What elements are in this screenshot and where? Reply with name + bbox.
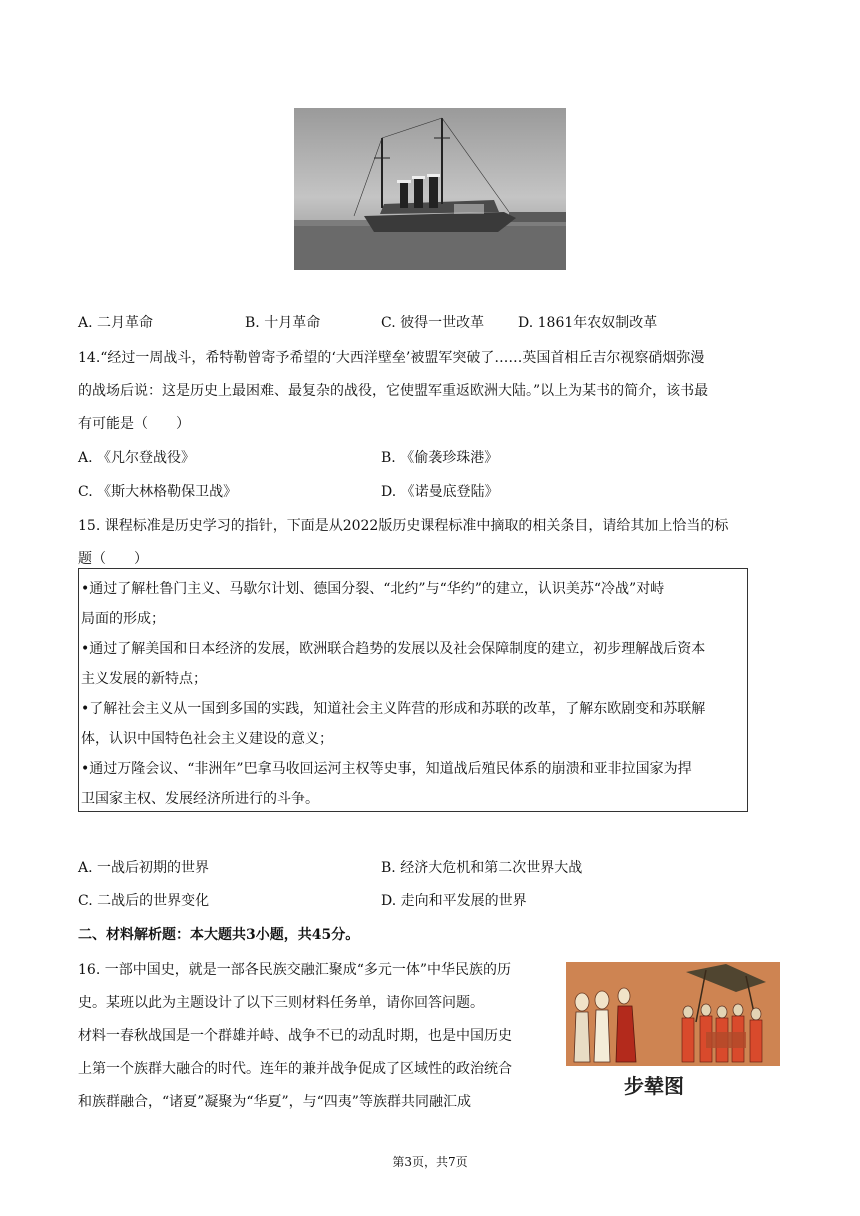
section-title: 二、材料解析题：本大题共3小题，共45分。 (78, 927, 360, 943)
q15-option-c: C. 二战后的世界变化 (78, 893, 210, 909)
q14-option-c: C. 《斯大林格勒保卫战》 (78, 484, 238, 500)
q16-line: 和族群融合，“诸夏”凝聚为“华夏”，与“四夷”等族群共同融汇成 (78, 1094, 471, 1110)
painting-caption: 步辇图 (624, 1074, 684, 1098)
q16-line: 史。某班以此为主题设计了以下三则材料任务单，请你回答问题。 (78, 995, 484, 1011)
q13-option-b: B. 十月革命 (245, 315, 321, 331)
curriculum-standards-box (78, 568, 748, 812)
box-line: •了解社会主义从一国到多国的实践，知道社会主义阵营的形成和苏联的改革，了解东欧剧变和苏联解 (81, 701, 706, 717)
q14-option-d: D. 《诺曼底登陆》 (381, 484, 499, 500)
q15-option-b: B. 经济大危机和第二次世界大战 (381, 860, 583, 876)
painting-image (566, 962, 780, 1066)
box-line: •通过万隆会议、“非洲年”巴拿马收回运河主权等史事，知道战后殖民体系的崩溃和亚非拉国家为捍 (81, 761, 692, 777)
q13-option-d: D. 1861年农奴制改革 (518, 315, 658, 331)
warship-illustration (294, 108, 566, 270)
q14-stem-line: 有可能是（ ） (78, 416, 190, 432)
box-line: •通过了解美国和日本经济的发展，欧洲联合趋势的发展以及社会保障制度的建立，初步理解战后资本 (81, 641, 706, 657)
q14-stem-line: 14.“经过一周战斗，希特勒曾寄予希望的‘大西洋壁垒’被盟军突破了……英国首相丘吉尔视察硝烟弥漫 (78, 350, 705, 366)
q15-option-d: D. 走向和平发展的世界 (381, 893, 527, 909)
q14-option-b: B. 《偷袭珍珠港》 (381, 450, 499, 466)
box-line: 卫国家主权、发展经济所进行的斗争。 (81, 791, 319, 807)
box-line: 主义发展的新特点； (81, 671, 207, 687)
page-number: 第3页，共7页 (392, 1155, 468, 1169)
q13-option-c: C. 彼得一世改革 (381, 315, 485, 331)
q15-option-a: A. 一战后初期的世界 (78, 860, 210, 876)
q16-line: 16. 一部中国史，就是一部各民族交融汇聚成“多元一体”中华民族的历 (78, 962, 512, 978)
q14-stem-line: 的战场后说：这是历史上最困难、最复杂的战役，它使盟军重返欧洲大陆。”以上为某书的简介，该书最 (78, 383, 709, 399)
box-line: 体，认识中国特色社会主义建设的意义； (81, 731, 333, 747)
box-line: 局面的形成； (81, 611, 165, 627)
q13-option-a: A. 二月革命 (78, 315, 154, 331)
q14-option-a: A. 《凡尔登战役》 (78, 450, 196, 466)
q16-line: 材料一春秋战国是一个群雄并峙、战争不已的动乱时期，也是中国历史 (78, 1028, 512, 1044)
bunian-painting-illustration (566, 962, 780, 1066)
q15-stem-line: 题（ ） (78, 551, 148, 567)
q16-line: 上第一个族群大融合的时代。连年的兼并战争促成了区域性的政治统合 (78, 1061, 512, 1077)
q15-stem-line: 15. 课程标准是历史学习的指针，下面是从2022版历史课程标准中摘取的相关条目，请给其加上恰当的标 (78, 518, 729, 534)
warship-photo (294, 108, 566, 270)
box-line: •通过了解杜鲁门主义、马歇尔计划、德国分裂、“北约”与“华约”的建立，认识美苏“冷战”对峙 (81, 581, 665, 597)
